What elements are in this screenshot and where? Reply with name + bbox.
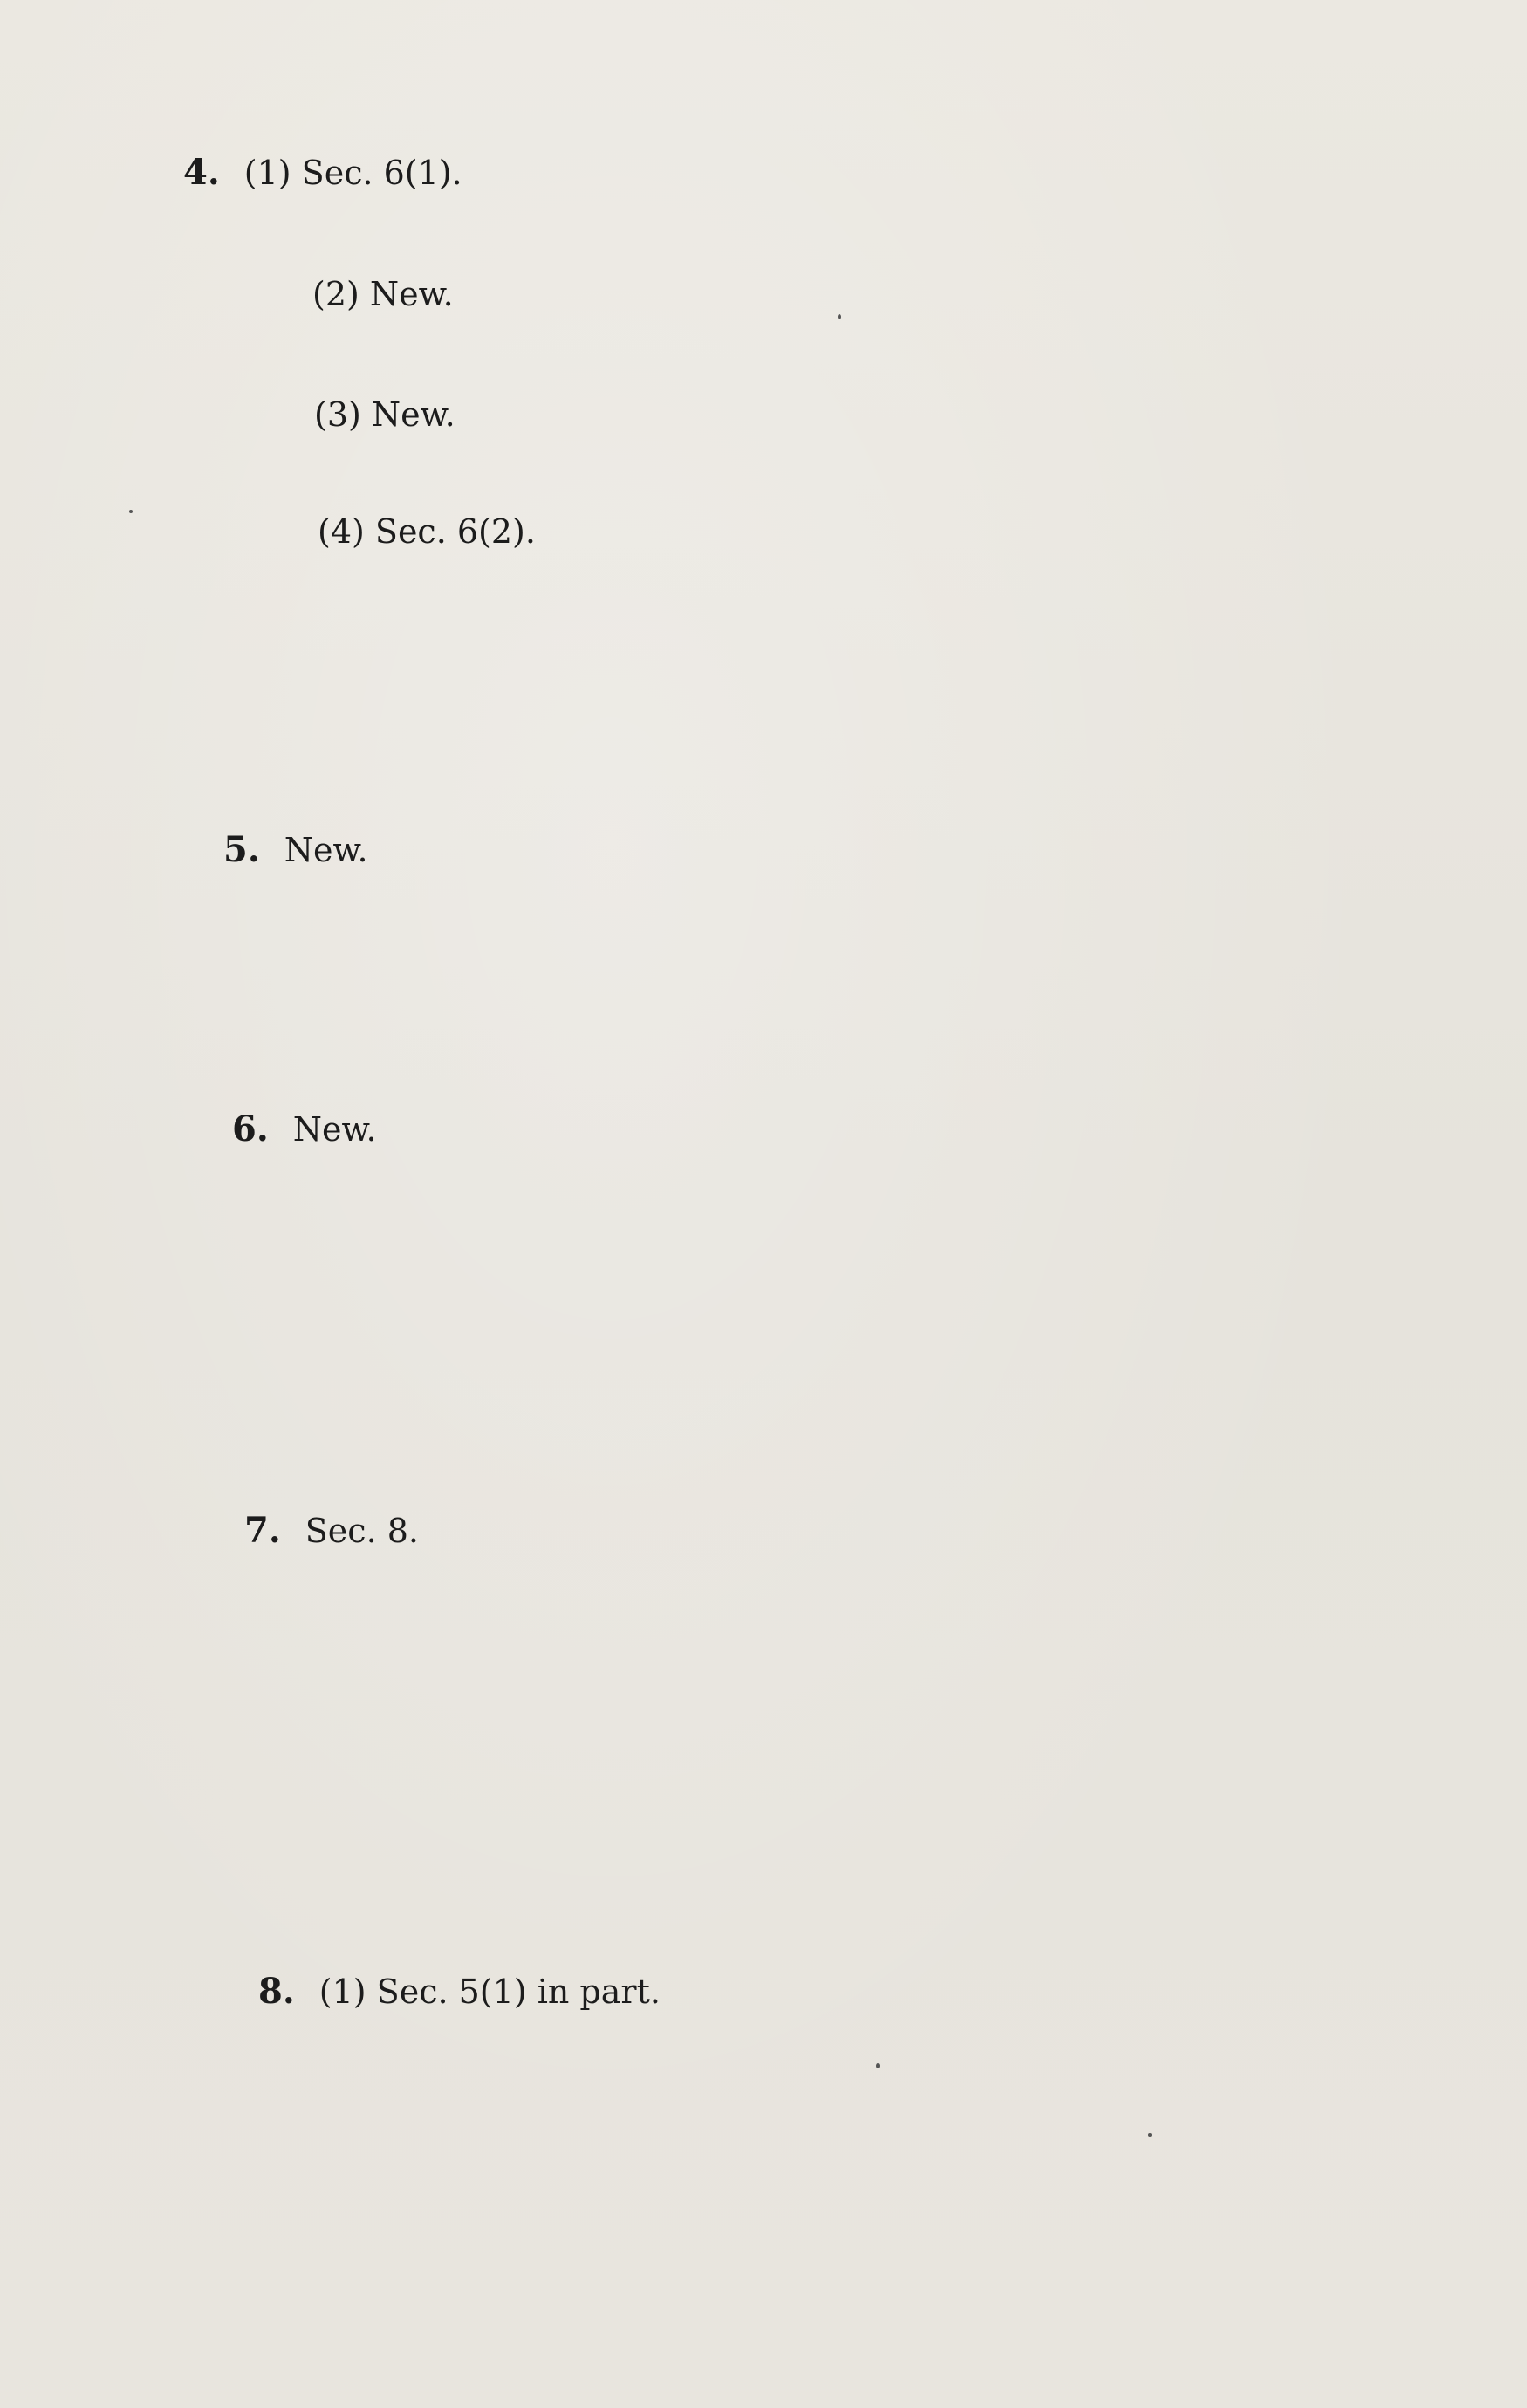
section-number: 5.: [223, 829, 260, 870]
section-reference: (1) Sec. 5(1) in part.: [318, 1972, 661, 2011]
section-reference: Sec. 8.: [305, 1512, 419, 1550]
ink-speck: [838, 314, 841, 319]
section-number: 7.: [244, 1510, 281, 1551]
entry-4-4: [318, 512, 536, 551]
section-reference: New.: [292, 1110, 377, 1149]
entry-7: [244, 1510, 419, 1551]
entry-8-1: [258, 1971, 661, 2012]
section-reference: New.: [284, 831, 368, 869]
section-reference: (2) New.: [312, 275, 454, 313]
entry-5: [223, 829, 368, 870]
ink-speck: [1148, 2133, 1152, 2137]
section-number: 4.: [183, 152, 220, 193]
entry-6: [232, 1108, 377, 1149]
ink-speck: [129, 510, 133, 513]
section-reference: (3) New.: [314, 395, 455, 434]
section-number: 8.: [258, 1971, 295, 2012]
entry-4-2: [312, 275, 454, 313]
entry-4-3: [314, 395, 455, 434]
entry-4-1: [183, 152, 462, 193]
section-number: 6.: [232, 1108, 269, 1149]
section-reference: (4) Sec. 6(2).: [318, 512, 536, 551]
ink-speck: [876, 2063, 880, 2068]
section-reference: (1) Sec. 6(1).: [243, 154, 462, 192]
